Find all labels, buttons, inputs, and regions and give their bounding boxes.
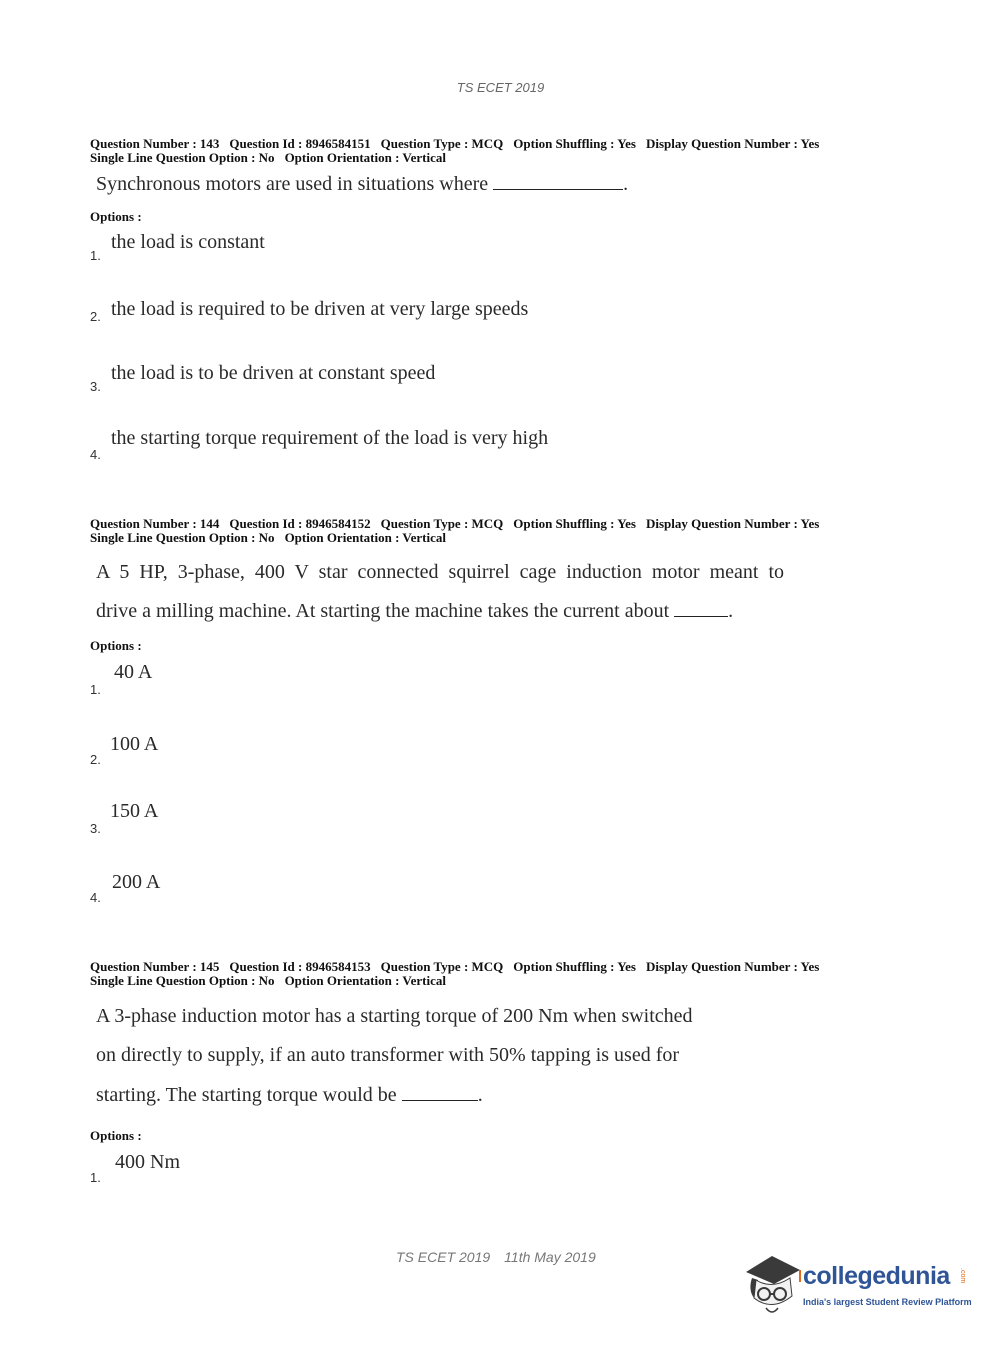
question-text-end: . — [477, 1084, 483, 1106]
question-text-143 — [96, 171, 628, 196]
option-number: 3. — [90, 379, 101, 394]
meta-display: Display Question Number : Yes — [645, 959, 820, 974]
meta-display: Display Question Number : Yes — [645, 516, 820, 531]
option-number: 1. — [90, 682, 101, 697]
smile-shape — [766, 1308, 778, 1312]
meta-single-line: Single Line Question Option : No — [90, 150, 275, 165]
meta-id: Question Id : 8946584152 — [229, 516, 371, 531]
footer-exam: TS ECET 2019 — [396, 1249, 491, 1265]
question-text-line: drive a milling machine. At starting the machine takes the current about — [96, 600, 670, 622]
option-number: 3. — [90, 821, 101, 836]
option-number: 2. — [90, 752, 101, 767]
option-text: 200 A — [112, 871, 161, 893]
meta-shuffling: Option Shuffling : Yes — [513, 959, 636, 974]
option-text: 100 A — [110, 733, 159, 755]
page-footer — [396, 1249, 610, 1265]
meta-type: Question Type : MCQ — [380, 959, 504, 974]
meta-orientation: Option Orientation : Vertical — [284, 150, 446, 165]
option-number: 1. — [90, 1170, 101, 1185]
answer-blank — [493, 171, 623, 190]
meta-single-line: Single Line Question Option : No — [90, 973, 275, 988]
question-text-144-line2 — [96, 598, 733, 623]
logo-brand: collegedunia — [803, 1262, 950, 1290]
option-number: 4. — [90, 447, 101, 462]
option-text: the load is constant — [111, 231, 265, 253]
options-label: Options : — [90, 638, 142, 653]
meta-display: Display Question Number : Yes — [645, 136, 820, 151]
question-meta-144 — [90, 517, 829, 545]
meta-orientation: Option Orientation : Vertical — [284, 973, 446, 988]
option-number: 2. — [90, 309, 101, 324]
meta-id: Question Id : 8946584151 — [229, 136, 371, 151]
question-text-145-line2: on directly to supply, if an auto transformer with 50% tapping is used for — [96, 1044, 680, 1066]
logo-tagline: India's largest Student Review Platform — [803, 1297, 972, 1307]
meta-type: Question Type : MCQ — [380, 136, 504, 151]
question-text-end: . — [728, 600, 734, 622]
option-text: 400 Nm — [115, 1151, 180, 1173]
meta-type: Question Type : MCQ — [380, 516, 504, 531]
question-text-144-line1: A 5 HP, 3-phase, 400 V star connected squirrel cage induction motor meant to — [96, 561, 785, 583]
footer-date: 11th May 2019 — [504, 1249, 596, 1265]
question-meta-145 — [90, 960, 829, 988]
option-text: the starting torque requirement of the load is very high — [111, 427, 549, 449]
options-label: Options : — [90, 209, 142, 224]
meta-shuffling: Option Shuffling : Yes — [513, 136, 636, 151]
meta-id: Question Id : 8946584153 — [229, 959, 371, 974]
options-label: Options : — [90, 1128, 142, 1143]
meta-number: Question Number : 143 — [90, 136, 220, 151]
question-text-145-line1: A 3-phase induction motor has a starting torque of 200 Nm when switched — [96, 1005, 693, 1027]
meta-number: Question Number : 145 — [90, 959, 220, 974]
option-text: the load is required to be driven at very large speeds — [111, 298, 529, 320]
option-text: 40 A — [114, 661, 153, 683]
question-meta-143 — [90, 137, 829, 165]
meta-single-line: Single Line Question Option : No — [90, 530, 275, 545]
meta-orientation: Option Orientation : Vertical — [284, 530, 446, 545]
logo-suffix: .com — [959, 1268, 966, 1284]
question-text-line: starting. The starting torque would be — [96, 1084, 397, 1106]
meta-shuffling: Option Shuffling : Yes — [513, 516, 636, 531]
question-text-end: . — [623, 173, 629, 195]
question-text-145-line3 — [96, 1082, 483, 1107]
option-number: 4. — [90, 890, 101, 905]
option-number: 1. — [90, 248, 101, 263]
answer-blank — [674, 598, 728, 617]
meta-number: Question Number : 144 — [90, 516, 220, 531]
option-text: 150 A — [110, 800, 159, 822]
page-header: TS ECET 2019 — [456, 80, 545, 95]
answer-blank — [402, 1082, 478, 1101]
collegedunia-mascot-icon — [742, 1250, 804, 1320]
option-text: the load is to be driven at constant speed — [111, 362, 436, 384]
question-text-line: Synchronous motors are used in situations where — [96, 173, 489, 195]
